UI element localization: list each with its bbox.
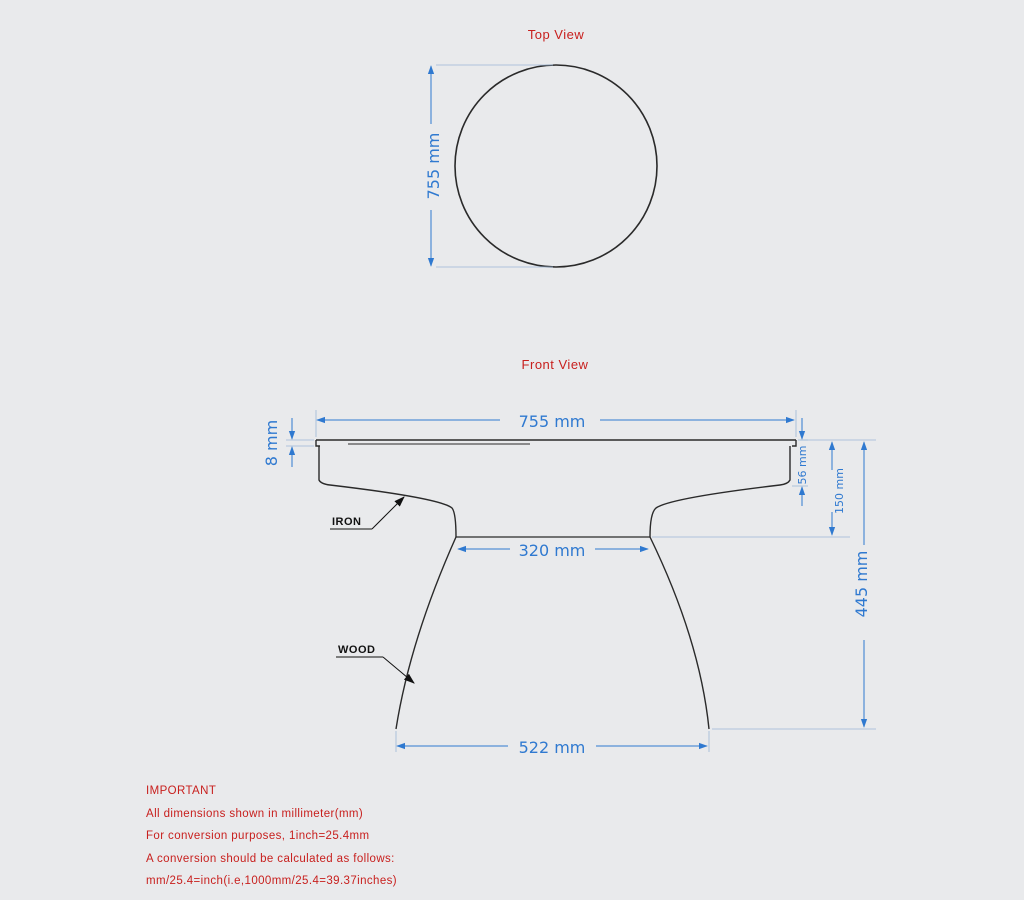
iron-callout — [330, 497, 404, 529]
top-thickness-label: 8 mm — [262, 419, 281, 467]
top-diameter-label: 755 mm — [424, 132, 443, 200]
wood-label: WOOD — [338, 644, 376, 656]
rim-label: 56 mm — [796, 445, 809, 485]
front-width-dimension — [316, 410, 796, 437]
conversion-notes — [146, 780, 397, 893]
top-view-title: Top View — [527, 27, 585, 42]
rim-dimension — [792, 418, 809, 506]
front-view — [262, 357, 876, 757]
top-view — [424, 27, 657, 267]
total-height-label: 445 mm — [852, 550, 871, 618]
iron-height-dimension — [652, 440, 876, 537]
neck-width-label: 320 mm — [518, 541, 586, 560]
tabletop-circle — [455, 65, 657, 267]
wood-callout — [336, 644, 414, 683]
top-diameter-dimension — [424, 65, 553, 267]
base-width-label: 522 mm — [518, 738, 586, 757]
notes-line: mm/25.4=inch(i.e,1000mm/25.4=39.37inches) — [146, 875, 398, 887]
base-width-dimension — [396, 731, 709, 757]
iron-height-label: 150 mm — [833, 468, 846, 514]
notes-line: For conversion purposes, 1inch=25.4mm — [146, 830, 370, 842]
notes-line: All dimensions shown in millimeter(mm) — [146, 807, 364, 820]
notes-line: A conversion should be calculated as follows: — [146, 852, 395, 865]
iron-label: IRON — [332, 516, 362, 528]
notes-heading: IMPORTANT — [146, 785, 217, 797]
table-outline — [316, 440, 796, 729]
front-view-title: Front View — [521, 357, 589, 372]
front-width-label: 755 mm — [518, 412, 586, 431]
total-height-dimension — [712, 442, 876, 729]
top-thickness-dimension — [262, 418, 314, 467]
neck-width-dimension — [458, 541, 648, 560]
